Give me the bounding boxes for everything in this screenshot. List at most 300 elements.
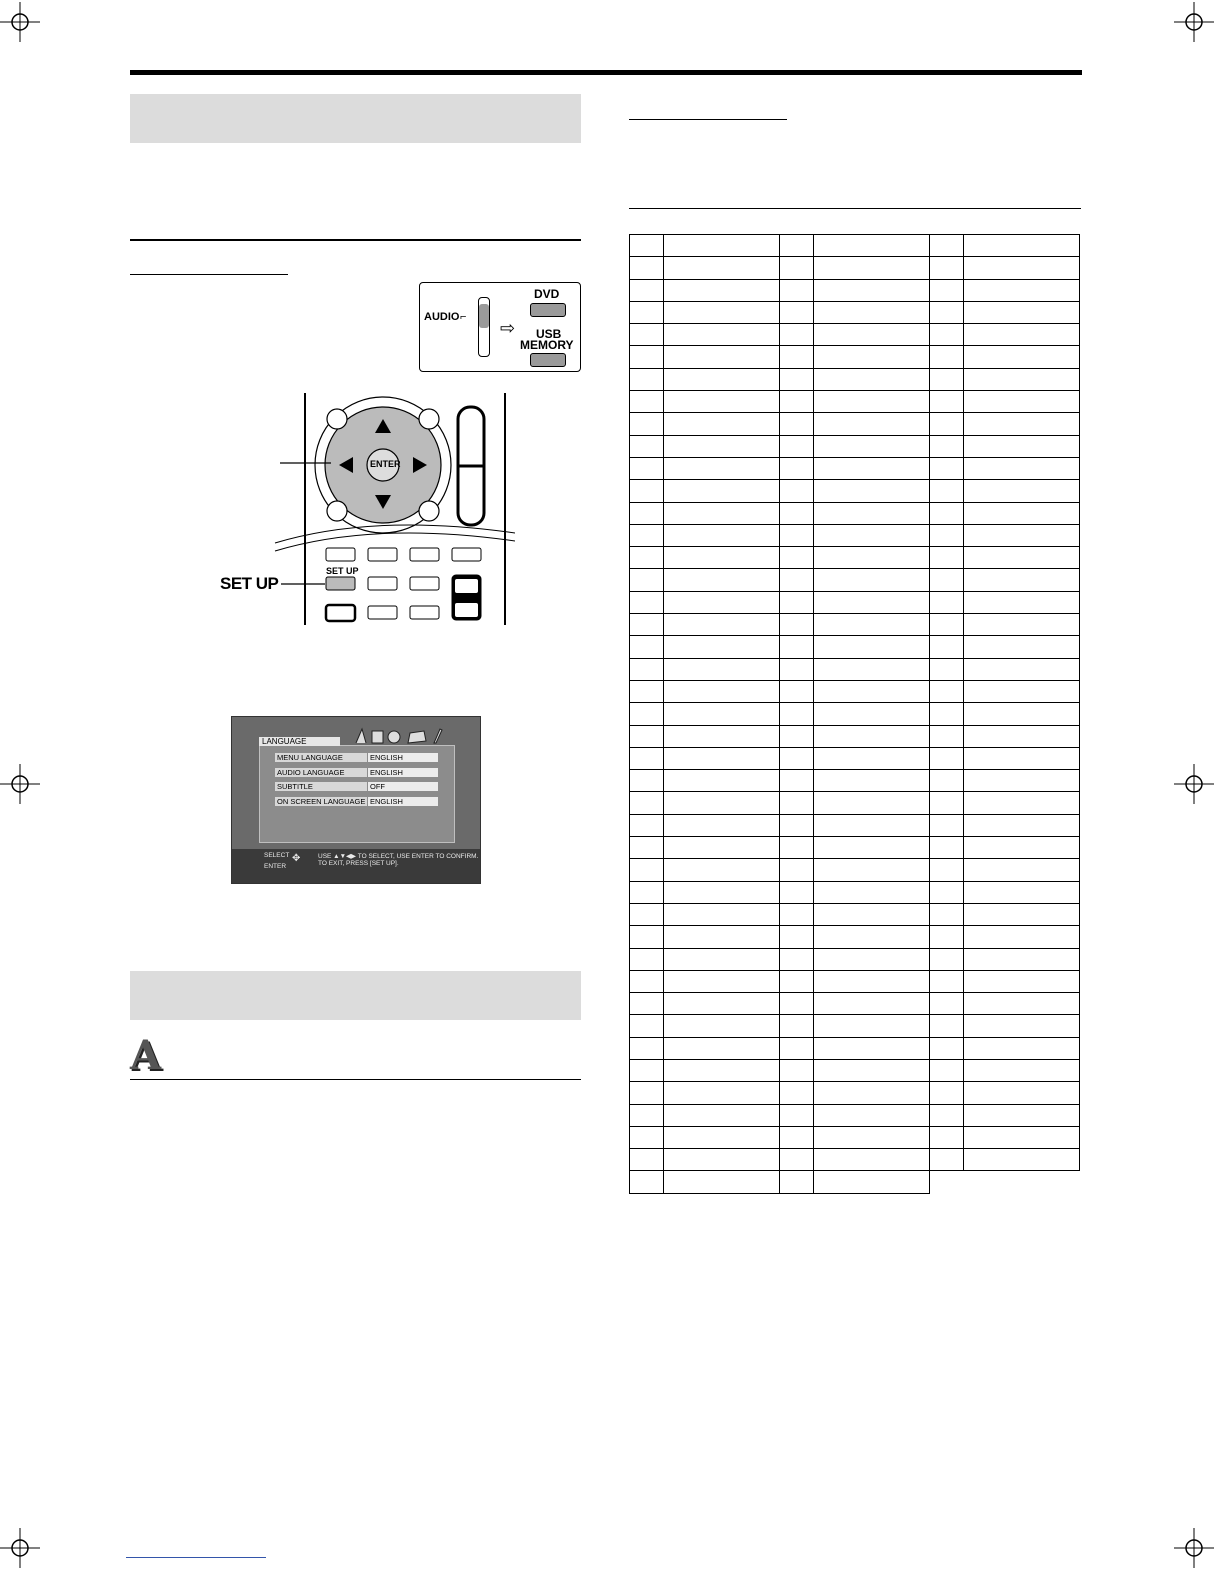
table-cell — [964, 970, 1080, 992]
table-cell — [780, 346, 814, 368]
setup-button-label: SET UP — [326, 566, 359, 576]
table-row — [630, 413, 1080, 435]
table-cell — [664, 1104, 780, 1126]
registration-mark-mid-left-icon — [0, 764, 40, 804]
table-cell — [664, 547, 780, 569]
table-cell — [964, 1059, 1080, 1081]
registration-mark-top-left-icon — [0, 2, 40, 42]
table-cell — [780, 1015, 814, 1037]
table-cell — [814, 301, 930, 323]
table-cell — [964, 1126, 1080, 1148]
table-row — [630, 881, 1080, 903]
table-cell — [630, 279, 664, 301]
table-cell — [964, 257, 1080, 279]
table-row — [630, 547, 1080, 569]
right-arrow-icon: ⇨ — [500, 318, 516, 338]
table-cell — [630, 814, 664, 836]
table-cell — [664, 948, 780, 970]
selector-arrow-icon: ⌐ — [460, 311, 467, 323]
usb-label: USB — [536, 327, 562, 341]
table-cell — [630, 770, 664, 792]
table-cell — [780, 569, 814, 591]
audio-slider-switch — [478, 297, 490, 357]
table-cell — [780, 324, 814, 346]
table-cell — [630, 235, 664, 257]
table-cell — [664, 524, 780, 546]
table-cell — [664, 680, 780, 702]
table-cell — [780, 747, 814, 769]
table-cell — [780, 235, 814, 257]
audio-tab-icon — [388, 731, 400, 743]
table-top-rule — [629, 208, 1081, 209]
table-row — [630, 770, 1080, 792]
table-row — [630, 1059, 1080, 1081]
table-cell — [664, 837, 780, 859]
table-cell — [814, 324, 930, 346]
table-cell — [964, 926, 1080, 948]
table-cell — [664, 235, 780, 257]
registration-mark-top-right-icon — [1174, 2, 1214, 42]
table-row — [630, 903, 1080, 925]
table-cell — [814, 948, 930, 970]
table-cell — [964, 413, 1080, 435]
table-cell — [814, 1104, 930, 1126]
table-row — [630, 993, 1080, 1015]
table-cell — [814, 1149, 930, 1171]
table-cell — [630, 1126, 664, 1148]
table-cell — [780, 837, 814, 859]
table-cell — [930, 747, 964, 769]
section-heading-band-top — [130, 94, 581, 143]
table-cell — [964, 368, 1080, 390]
table-cell — [814, 413, 930, 435]
table-cell — [814, 1082, 930, 1104]
table-cell — [664, 903, 780, 925]
table-row — [630, 792, 1080, 814]
table-cell — [814, 591, 930, 613]
table-cell — [630, 257, 664, 279]
table-cell — [780, 814, 814, 836]
table-row — [630, 658, 1080, 680]
table-row — [630, 926, 1080, 948]
table-cell — [664, 391, 780, 413]
table-cell — [930, 413, 964, 435]
table-cell — [630, 948, 664, 970]
table-cell — [814, 502, 930, 524]
dvd-button[interactable] — [530, 303, 566, 317]
pen-tab-icon — [434, 729, 442, 743]
table-cell — [630, 926, 664, 948]
letter-section-rule — [130, 1079, 581, 1080]
setup-button — [326, 577, 355, 590]
table-cell — [780, 301, 814, 323]
table-cell — [964, 614, 1080, 636]
table-row — [630, 1015, 1080, 1037]
table-cell — [964, 770, 1080, 792]
table-cell — [814, 480, 930, 502]
table-cell — [630, 1059, 664, 1081]
table-cell — [664, 346, 780, 368]
table-cell — [964, 1082, 1080, 1104]
table-cell — [964, 680, 1080, 702]
picture-tab-icon — [372, 731, 383, 743]
table-cell — [964, 1149, 1080, 1171]
table-cell — [630, 903, 664, 925]
table-cell — [630, 725, 664, 747]
table-cell — [814, 569, 930, 591]
table-cell — [630, 524, 664, 546]
table-cell — [664, 324, 780, 346]
table-cell — [964, 235, 1080, 257]
osd-footer-line1: USE ▲▼◀▶ TO SELECT, USE ENTER TO CONFIRM. — [318, 853, 479, 860]
table-cell — [630, 859, 664, 881]
table-cell — [780, 680, 814, 702]
registration-mark-bottom-right-icon — [1174, 1528, 1214, 1568]
table-cell — [664, 703, 780, 725]
table-row — [630, 346, 1080, 368]
table-cell — [630, 747, 664, 769]
table-cell — [964, 993, 1080, 1015]
osd-footer-enter: ENTER — [264, 863, 287, 870]
table-cell — [964, 279, 1080, 301]
table-cell — [930, 257, 964, 279]
table-cell — [930, 703, 964, 725]
table-row — [630, 324, 1080, 346]
table-cell — [780, 1149, 814, 1171]
table-cell — [964, 859, 1080, 881]
table-cell — [964, 569, 1080, 591]
table-cell — [930, 881, 964, 903]
table-cell — [814, 368, 930, 390]
table-cell — [964, 1104, 1080, 1126]
table-row — [630, 1082, 1080, 1104]
table-cell — [664, 435, 780, 457]
table-cell — [630, 457, 664, 479]
table-cell — [630, 703, 664, 725]
table-cell — [630, 502, 664, 524]
table-cell — [930, 814, 964, 836]
table-cell — [964, 837, 1080, 859]
table-cell — [964, 391, 1080, 413]
table-cell — [930, 614, 964, 636]
table-cell — [814, 346, 930, 368]
table-row — [630, 725, 1080, 747]
table-cell — [814, 859, 930, 881]
table-cell — [964, 480, 1080, 502]
table-cell — [780, 792, 814, 814]
table-cell — [664, 301, 780, 323]
table-cell — [930, 524, 964, 546]
table-row — [630, 591, 1080, 613]
table-cell — [814, 703, 930, 725]
table-cell — [664, 1126, 780, 1148]
table-cell — [780, 926, 814, 948]
table-cell — [930, 301, 964, 323]
table-cell — [964, 457, 1080, 479]
table-cell — [930, 457, 964, 479]
table-cell — [964, 881, 1080, 903]
table-cell — [930, 792, 964, 814]
table-cell — [930, 993, 964, 1015]
table-cell — [814, 747, 930, 769]
table-cell — [930, 725, 964, 747]
table-cell — [814, 1171, 930, 1193]
table-cell — [664, 614, 780, 636]
table-cell — [630, 1037, 664, 1059]
table-cell — [664, 859, 780, 881]
table-cell — [930, 569, 964, 591]
table-cell — [664, 993, 780, 1015]
setup-callout-label: SET UP — [220, 574, 279, 593]
table-cell — [664, 457, 780, 479]
table-cell — [930, 435, 964, 457]
table-cell — [630, 881, 664, 903]
table-cell — [780, 658, 814, 680]
table-cell — [930, 368, 964, 390]
table-row — [630, 1149, 1080, 1171]
table-cell — [664, 1082, 780, 1104]
table-cell — [780, 413, 814, 435]
table-cell — [964, 1171, 1080, 1193]
table-cell — [930, 837, 964, 859]
table-cell — [664, 1059, 780, 1081]
enter-button-label: ENTER — [370, 459, 401, 469]
table-cell — [780, 524, 814, 546]
section-letter-icon: A — [130, 1032, 162, 1079]
table-cell — [664, 368, 780, 390]
table-cell — [780, 279, 814, 301]
table-cell — [664, 814, 780, 836]
table-row — [630, 524, 1080, 546]
table-cell — [964, 636, 1080, 658]
table-row — [630, 235, 1080, 257]
table-cell — [664, 770, 780, 792]
table-cell — [930, 1171, 964, 1193]
table-cell — [814, 279, 930, 301]
table-cell — [780, 948, 814, 970]
source-selector-diagram — [419, 282, 581, 372]
table-cell — [780, 703, 814, 725]
header-rule — [130, 70, 1082, 75]
table-cell — [780, 591, 814, 613]
table-cell — [930, 1126, 964, 1148]
audio-label: AUDIO — [424, 311, 460, 323]
table-cell — [630, 480, 664, 502]
table-cell — [814, 881, 930, 903]
table-cell — [964, 903, 1080, 925]
table-cell — [630, 301, 664, 323]
osd-tab-language: LANGUAGE — [259, 737, 340, 746]
table-cell — [664, 1015, 780, 1037]
table-cell — [964, 703, 1080, 725]
system-tab-icon — [408, 731, 426, 743]
table-cell — [930, 903, 964, 925]
table-row — [630, 1037, 1080, 1059]
table-cell — [930, 926, 964, 948]
table-row — [630, 502, 1080, 524]
table-cell — [664, 792, 780, 814]
table-cell — [630, 1149, 664, 1171]
table-cell — [780, 725, 814, 747]
table-row — [630, 301, 1080, 323]
table-cell — [664, 1171, 780, 1193]
osd-footer-select: SELECT — [264, 852, 290, 859]
table-cell — [930, 770, 964, 792]
table-cell — [964, 502, 1080, 524]
table-cell — [814, 1015, 930, 1037]
table-cell — [964, 658, 1080, 680]
table-cell — [780, 970, 814, 992]
table-row — [630, 1104, 1080, 1126]
table-cell — [780, 457, 814, 479]
section-heading-band-bottom — [130, 971, 581, 1020]
table-cell — [630, 569, 664, 591]
subheading-underline-right — [629, 119, 787, 120]
usb-memory-button[interactable] — [530, 353, 566, 367]
table-cell — [930, 1082, 964, 1104]
table-cell — [664, 257, 780, 279]
table-cell — [780, 480, 814, 502]
table-cell — [630, 1104, 664, 1126]
table-cell — [930, 279, 964, 301]
table-cell — [630, 636, 664, 658]
table-cell — [814, 257, 930, 279]
osd-footer-line2: TO EXIT, PRESS [SET UP]. — [318, 860, 399, 867]
table-cell — [630, 680, 664, 702]
table-cell — [930, 547, 964, 569]
table-cell — [814, 837, 930, 859]
table-cell — [964, 591, 1080, 613]
table-cell — [930, 636, 964, 658]
table-cell — [964, 1015, 1080, 1037]
table-cell — [814, 547, 930, 569]
table-row — [630, 747, 1080, 769]
table-cell — [930, 859, 964, 881]
table-cell — [780, 903, 814, 925]
table-cell — [930, 948, 964, 970]
table-cell — [964, 792, 1080, 814]
table-cell — [780, 859, 814, 881]
table-cell — [664, 747, 780, 769]
table-cell — [964, 547, 1080, 569]
table-cell — [664, 970, 780, 992]
table-cell — [630, 993, 664, 1015]
table-cell — [664, 1149, 780, 1171]
subheading-underline-left — [130, 274, 288, 275]
table-row — [630, 257, 1080, 279]
table-cell — [964, 435, 1080, 457]
table-cell — [664, 658, 780, 680]
table-cell — [630, 324, 664, 346]
table-cell — [964, 814, 1080, 836]
table-row — [630, 391, 1080, 413]
table-cell — [964, 301, 1080, 323]
table-cell — [630, 614, 664, 636]
language-tab-icon — [356, 729, 366, 743]
table-cell — [630, 591, 664, 613]
table-cell — [780, 1059, 814, 1081]
table-cell — [814, 435, 930, 457]
table-cell — [780, 614, 814, 636]
table-cell — [780, 435, 814, 457]
table-cell — [664, 636, 780, 658]
section-divider — [130, 239, 581, 241]
table-cell — [814, 814, 930, 836]
table-cell — [930, 658, 964, 680]
table-cell — [814, 1059, 930, 1081]
table-cell — [930, 480, 964, 502]
table-cell — [930, 346, 964, 368]
table-cell — [664, 725, 780, 747]
table-cell — [664, 1037, 780, 1059]
table-cell — [780, 1037, 814, 1059]
table-cell — [780, 881, 814, 903]
table-cell — [930, 502, 964, 524]
table-cell — [630, 346, 664, 368]
table-cell — [630, 1171, 664, 1193]
table-cell — [780, 1171, 814, 1193]
table-cell — [664, 279, 780, 301]
osd-menu-icons — [352, 727, 452, 745]
table-cell — [664, 591, 780, 613]
table-cell — [814, 792, 930, 814]
table-cell — [780, 636, 814, 658]
table-cell — [630, 435, 664, 457]
table-cell — [630, 1015, 664, 1037]
table-cell — [814, 457, 930, 479]
osd-footer — [232, 849, 480, 883]
footer-link-underline — [126, 1557, 266, 1558]
table-cell — [814, 614, 930, 636]
table-row — [630, 814, 1080, 836]
table-cell — [814, 926, 930, 948]
table-row — [630, 457, 1080, 479]
table-cell — [814, 1126, 930, 1148]
table-cell — [814, 680, 930, 702]
table-cell — [780, 547, 814, 569]
table-cell — [780, 1104, 814, 1126]
table-row — [630, 1126, 1080, 1148]
table-cell — [930, 324, 964, 346]
table-cell — [664, 569, 780, 591]
table-cell — [964, 346, 1080, 368]
table-cell — [814, 903, 930, 925]
table-row — [630, 435, 1080, 457]
table-cell — [814, 725, 930, 747]
table-cell — [964, 1037, 1080, 1059]
table-row — [630, 948, 1080, 970]
table-row — [630, 480, 1080, 502]
table-cell — [630, 837, 664, 859]
table-cell — [814, 524, 930, 546]
table-row — [630, 1171, 1080, 1193]
registration-mark-mid-right-icon — [1174, 764, 1214, 804]
table-row — [630, 703, 1080, 725]
table-cell — [630, 1082, 664, 1104]
table-cell — [930, 1149, 964, 1171]
table-cell — [964, 725, 1080, 747]
table-cell — [664, 926, 780, 948]
table-cell — [814, 235, 930, 257]
memory-label: MEMORY — [520, 338, 574, 352]
table-row — [630, 279, 1080, 301]
table-cell — [780, 502, 814, 524]
table-cell — [664, 413, 780, 435]
table-cell — [664, 881, 780, 903]
table-cell — [630, 658, 664, 680]
dvd-label: DVD — [534, 287, 560, 301]
table-cell — [814, 658, 930, 680]
